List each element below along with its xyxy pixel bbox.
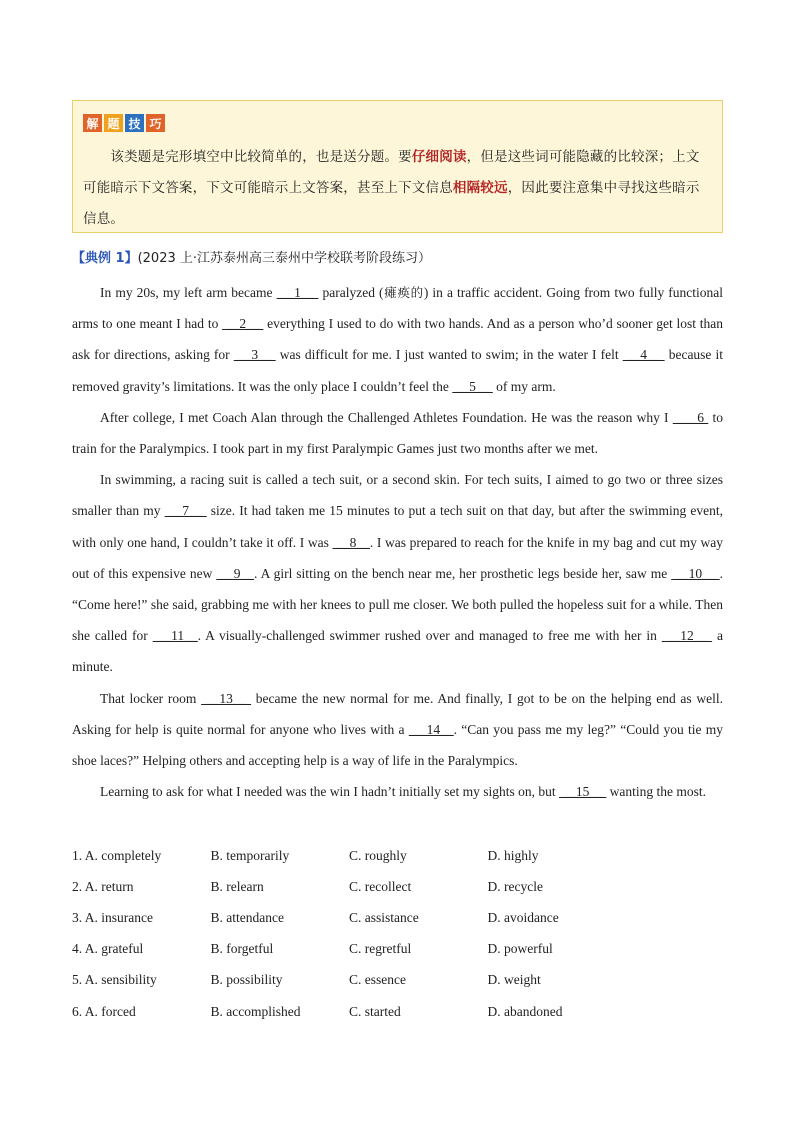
passage-text: . I was prepared to reach for the knife in my bag and cut my way out of this expensive new xyxy=(72,534,724,581)
tip-badges xyxy=(83,114,165,132)
passage-text: size. It had taken me 15 minutes to put a tech suit on that day, but after the swimming event, with only one hand, I couldn’t take it off. I was xyxy=(72,503,724,550)
passage-text: to train for the Paralympics. I took part in my first Paralympic Games just two months after we met. xyxy=(72,409,723,457)
blank-3: __3__ xyxy=(233,347,276,363)
tip-text-part: ，但是这些词可能隐藏的比较深；上文可能暗示下文答案，下文可能暗示上文答案，甚至上下文信息 xyxy=(83,149,700,196)
option: 2. A. return xyxy=(72,878,134,894)
chinese-gloss: 瘫痪的 xyxy=(383,285,424,300)
option: B. possibility xyxy=(210,972,283,988)
blank-8: __8__ xyxy=(332,534,370,550)
passage-paragraph xyxy=(72,402,723,464)
option-row xyxy=(72,965,723,996)
tip-emphasis: 相隔较远 xyxy=(452,180,508,196)
passage-text: ) in a traffic accident. Going from two fully functional arms to one meant I had to xyxy=(72,285,723,332)
example-heading xyxy=(72,247,431,266)
passage-text: Learning to ask for what I needed was the win I hadn’t initially set my sights on, but xyxy=(100,784,560,800)
blank-11: __11__ xyxy=(152,628,198,644)
tip-text-part: 该类题是完形填空中比较简单的，也是送分题。要 xyxy=(110,149,412,165)
passage-paragraph xyxy=(72,464,723,682)
option: C. assistance xyxy=(349,909,419,925)
passage-paragraph xyxy=(72,776,723,807)
passage-text: was difficult for me. I just wanted to swim; in the water I felt xyxy=(275,347,623,363)
blank-6: ___6 xyxy=(672,409,709,425)
option: C. regretful xyxy=(349,941,412,957)
option: D. recycle xyxy=(487,878,543,894)
passage-text: a minute. xyxy=(72,628,723,675)
option: D. powerful xyxy=(487,941,553,957)
option: B. forgetful xyxy=(210,941,274,957)
option: C. recollect xyxy=(349,878,412,894)
option: B. temporarily xyxy=(210,847,290,863)
example-label: 【典例 1】 xyxy=(72,251,138,266)
option-row xyxy=(72,996,723,1027)
option: D. avoidance xyxy=(487,909,559,925)
option: 4. A. grateful xyxy=(72,941,144,957)
passage-text: In swimming, a racing suit is called a tech suit, or a second skin. For tech suits, I aimed to go two or three sizes smaller than my xyxy=(72,472,723,519)
passage-text: everything I used to do with two hands. And as a person who’d sooner get lost than ask for directions, asking for xyxy=(72,316,724,363)
passage-paragraph xyxy=(72,277,723,402)
passage-text: . “Can you pass me my leg?” “Could you tie my shoe laces?” Helping others and accepting help is a way of life in the Paralympics. xyxy=(72,721,723,769)
example-source: (2023 上·江苏泰州高三泰州中学校联考阶段练习） xyxy=(137,251,431,266)
option: B. accomplished xyxy=(210,1003,301,1019)
passage-text: of my arm. xyxy=(492,378,556,394)
tip-badge: 题 xyxy=(104,114,123,132)
blank-9: __9__ xyxy=(216,565,255,581)
tip-badge: 技 xyxy=(125,114,144,132)
blank-5: __5__ xyxy=(452,378,493,394)
option: C. roughly xyxy=(349,847,407,863)
option: 3. A. insurance xyxy=(72,909,153,925)
option-row xyxy=(72,840,723,871)
tip-emphasis: 仔细阅读 xyxy=(411,149,467,165)
tip-badge: 巧 xyxy=(146,114,165,132)
blank-14: __14__ xyxy=(408,721,454,737)
blank-1: __1__ xyxy=(276,285,319,300)
blank-10: __10__ xyxy=(671,565,720,581)
option: 5. A. sensibility xyxy=(72,972,157,988)
passage-text: because it removed gravity’s limitations. It was the only place I couldn’t feel the xyxy=(72,347,724,394)
passage-paragraph xyxy=(72,683,723,777)
passage-text: became the new normal for me. And finally, I got to be on the helping end as well. Asking for help is quite normal for anyone who lives with a xyxy=(72,690,724,737)
passage-text: After college, I met Coach Alan through the Challenged Athletes Foundation. He was the reason why I xyxy=(100,409,673,425)
blank-4: __4__ xyxy=(622,347,665,363)
tip-text xyxy=(83,142,713,235)
option: D. abandoned xyxy=(487,1003,563,1019)
passage-text: wanting the most. xyxy=(606,784,707,800)
passage-text: paralyzed ( xyxy=(318,285,384,300)
passage-text: . A girl sitting on the bench near me, her prosthetic legs beside her, saw me xyxy=(254,565,672,581)
blank-13: __13__ xyxy=(201,690,252,706)
tip-text-part: ，因此要注意集中寻找这些暗示信息。 xyxy=(83,180,700,227)
blank-15: __15__ xyxy=(559,784,607,800)
blank-7: __7__ xyxy=(164,503,207,519)
option: B. attendance xyxy=(210,909,284,925)
option: 6. A. forced xyxy=(72,1003,136,1019)
blank-2: __2__ xyxy=(222,316,264,332)
option: C. essence xyxy=(349,972,406,988)
blank-12: __12__ xyxy=(661,628,713,644)
passage-text: In my 20s, my left arm became xyxy=(100,285,277,300)
option: 1. A. completely xyxy=(72,847,162,863)
option: D. weight xyxy=(487,972,541,988)
option: B. relearn xyxy=(210,878,264,894)
passage-text: . A visually-challenged swimmer rushed over and managed to free me with her in xyxy=(197,628,662,644)
passage-text: That locker room xyxy=(100,690,202,706)
option: C. started xyxy=(349,1003,401,1019)
tip-badge: 解 xyxy=(83,114,102,132)
passage-text: . “Come here!” she said, grabbing me with her knees to pull me closer. We both pulled the hopeless suit for a while. Then she called for xyxy=(72,565,724,644)
option-row xyxy=(72,871,723,902)
answer-options xyxy=(72,840,723,1027)
option: D. highly xyxy=(487,847,539,863)
tip-box xyxy=(72,100,723,233)
option-row xyxy=(72,902,723,933)
option-row xyxy=(72,934,723,965)
cloze-passage xyxy=(72,277,723,807)
